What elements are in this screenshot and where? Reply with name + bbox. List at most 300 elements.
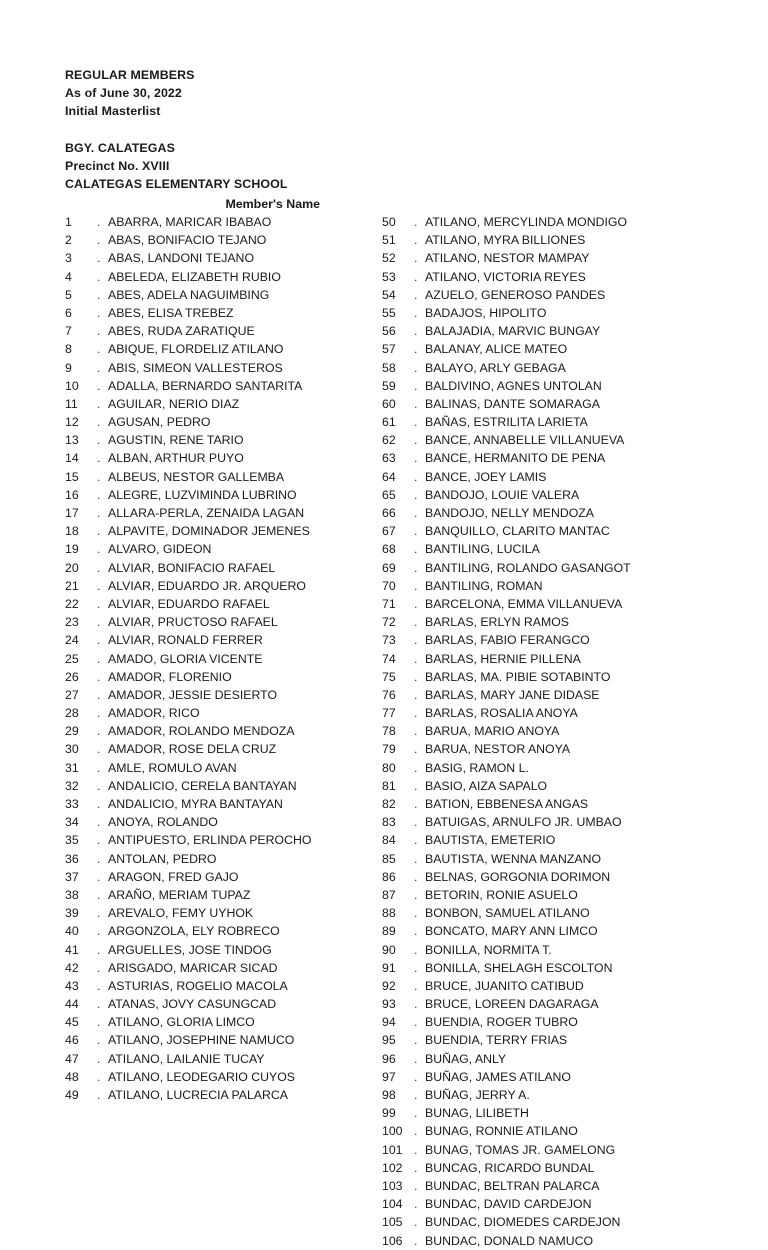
member-number: 67 — [382, 524, 396, 539]
member-number: 6 — [65, 305, 72, 320]
member-name: BUÑAG, ANLY — [425, 1051, 507, 1066]
member-number: 18 — [65, 524, 79, 539]
member-row — [65, 249, 385, 267]
member-number: 12 — [65, 415, 79, 430]
member-name: BUÑAG, JERRY A. — [425, 1088, 530, 1102]
member-row — [65, 522, 385, 540]
member-row — [382, 1232, 722, 1250]
member-separator-dot: . — [97, 342, 101, 357]
member-separator-dot: . — [97, 324, 101, 339]
member-separator-dot: . — [97, 924, 101, 939]
member-number: 95 — [382, 1033, 396, 1048]
member-row — [65, 941, 385, 959]
member-name: BALANAY, ALICE MATEO — [425, 342, 568, 357]
member-name: BALAJADIA, MARVIC BUNGAY — [425, 324, 601, 339]
member-separator-dot: . — [97, 1051, 101, 1066]
member-name: ALVIAR, BONIFACIO RAFAEL — [108, 560, 276, 575]
member-number: 50 — [382, 215, 396, 229]
member-name: ANTOLAN, PEDRO — [108, 851, 217, 866]
member-number: 10 — [65, 378, 79, 393]
member-row — [382, 559, 722, 577]
member-row — [65, 722, 385, 740]
member-separator-dot: . — [414, 960, 418, 975]
member-number: 84 — [382, 833, 396, 848]
member-row — [65, 668, 385, 686]
member-number: 20 — [65, 560, 79, 575]
member-number: 28 — [65, 706, 79, 721]
member-row — [382, 1195, 722, 1213]
member-row — [382, 1086, 722, 1104]
member-number: 94 — [382, 1015, 396, 1030]
member-name: BATION, EBBENESA ANGAS — [425, 797, 589, 811]
member-separator-dot: . — [97, 687, 101, 702]
member-separator-dot: . — [97, 869, 101, 884]
member-number: 37 — [65, 869, 79, 884]
member-separator-dot: . — [414, 851, 418, 866]
header-title-regular-members: REGULAR MEMBERS — [65, 68, 195, 82]
member-separator-dot: . — [97, 1015, 101, 1030]
member-row — [382, 886, 722, 904]
member-separator-dot: . — [97, 578, 101, 593]
member-number: 89 — [382, 924, 396, 939]
member-row — [65, 322, 385, 340]
header-school: CALATEGAS ELEMENTARY SCHOOL — [65, 177, 288, 192]
member-separator-dot: . — [97, 1069, 101, 1084]
member-separator-dot: . — [414, 215, 418, 229]
member-name: AGUSTIN, RENE TARIO — [108, 433, 244, 448]
member-separator-dot: . — [97, 742, 101, 757]
member-row — [65, 922, 385, 940]
member-number: 60 — [382, 396, 396, 411]
member-separator-dot: . — [414, 1178, 418, 1193]
member-separator-dot: . — [414, 942, 418, 957]
member-separator-dot: . — [414, 360, 418, 375]
member-number: 88 — [382, 906, 396, 921]
member-number: 97 — [382, 1069, 396, 1084]
member-row — [382, 249, 722, 267]
member-number: 9 — [65, 360, 72, 375]
member-name: BARLAS, ROSALIA ANOYA — [425, 706, 578, 721]
member-number: 83 — [382, 815, 396, 830]
member-name: BANCE, ANNABELLE VILLANUEVA — [425, 433, 625, 448]
member-separator-dot: . — [414, 415, 418, 430]
member-name: ALVARO, GIDEON — [108, 542, 212, 557]
member-row — [382, 213, 722, 231]
member-name: BONILLA, SHELAGH ESCOLTON — [425, 960, 613, 975]
member-name: BELNAS, GORGONIA DORIMON — [425, 869, 611, 884]
member-row — [382, 540, 722, 558]
header-initial-masterlist: Initial Masterlist — [65, 104, 161, 119]
members-name-column-header: Member's Name — [225, 197, 320, 211]
member-name: ABIS, SIMEON VALLESTEROS — [108, 360, 283, 375]
member-number: 91 — [382, 960, 396, 975]
member-name: BANTILING, ROLANDO GASANGOT — [425, 560, 631, 575]
member-name: ALBEUS, NESTOR GALLEMBA — [108, 469, 285, 484]
member-row — [65, 431, 385, 449]
member-row — [382, 613, 722, 631]
member-separator-dot: . — [414, 724, 418, 739]
member-number: 86 — [382, 869, 396, 884]
member-name: ANDALICIO, CERELA BANTAYAN — [108, 778, 297, 793]
member-row — [65, 795, 385, 813]
member-separator-dot: . — [97, 997, 101, 1012]
member-number: 92 — [382, 978, 396, 993]
member-number: 4 — [65, 269, 72, 284]
member-separator-dot: . — [414, 305, 418, 320]
member-name: ATILANO, JOSEPHINE NAMUCO — [108, 1033, 295, 1048]
member-name: ABAS, BONIFACIO TEJANO — [108, 233, 267, 248]
member-row — [65, 1013, 385, 1031]
member-number: 57 — [382, 342, 396, 357]
member-row — [382, 795, 722, 813]
member-row — [65, 868, 385, 886]
member-name: ATILANO, GLORIA LIMCO — [108, 1015, 255, 1030]
member-name: BADAJOS, HIPOLITO — [425, 305, 547, 320]
member-number: 14 — [65, 451, 79, 466]
member-separator-dot: . — [414, 1033, 418, 1048]
member-row — [382, 868, 722, 886]
member-row — [382, 995, 722, 1013]
member-separator-dot: . — [414, 1197, 418, 1212]
member-separator-dot: . — [414, 778, 418, 793]
member-row — [65, 449, 385, 467]
member-number: 33 — [65, 797, 79, 811]
member-separator-dot: . — [414, 251, 418, 266]
member-name: ALPAVITE, DOMINADOR JEMENES — [108, 524, 310, 539]
member-number: 23 — [65, 615, 79, 630]
member-row — [382, 1177, 722, 1195]
member-name: ALBAN, ARTHUR PUYO — [108, 451, 244, 466]
member-row — [382, 1031, 722, 1049]
member-row — [65, 650, 385, 668]
member-separator-dot: . — [414, 815, 418, 830]
member-row — [65, 886, 385, 904]
member-row — [65, 468, 385, 486]
member-row — [382, 759, 722, 777]
member-name: BARLAS, HERNIE PILLENA — [425, 651, 581, 666]
member-separator-dot: . — [97, 287, 101, 302]
member-row — [65, 777, 385, 795]
member-row — [382, 722, 722, 740]
member-number: 47 — [65, 1051, 79, 1066]
member-number: 26 — [65, 669, 79, 684]
member-separator-dot: . — [414, 378, 418, 393]
member-number: 53 — [382, 269, 396, 284]
member-number: 87 — [382, 887, 396, 902]
member-number: 73 — [382, 633, 396, 648]
member-number: 46 — [65, 1033, 79, 1048]
member-row — [382, 668, 722, 686]
member-row — [65, 995, 385, 1013]
member-number: 44 — [65, 997, 79, 1012]
member-number: 51 — [382, 233, 396, 248]
member-name: BARLAS, MA. PIBIE SOTABINTO — [425, 669, 611, 684]
member-row — [65, 686, 385, 704]
member-name: BUNDAC, DAVID CARDEJON — [425, 1197, 592, 1212]
member-name: AZUELO, GENEROSO PANDES — [425, 287, 606, 302]
member-number: 103 — [382, 1178, 403, 1193]
member-name: BARUA, NESTOR ANOYA — [425, 742, 571, 757]
member-name: BANTILING, LUCILA — [425, 542, 540, 557]
member-row — [65, 395, 385, 413]
member-row — [382, 340, 722, 358]
member-separator-dot: . — [97, 669, 101, 684]
member-name: ABAS, LANDONI TEJANO — [108, 251, 255, 266]
member-row — [382, 1104, 722, 1122]
member-separator-dot: . — [414, 542, 418, 557]
member-name: ALVIAR, EDUARDO RAFAEL — [108, 596, 270, 611]
member-separator-dot: . — [414, 887, 418, 902]
member-separator-dot: . — [97, 360, 101, 375]
member-separator-dot: . — [414, 560, 418, 575]
member-separator-dot: . — [97, 560, 101, 575]
member-separator-dot: . — [97, 415, 101, 430]
member-number: 15 — [65, 469, 79, 484]
member-name: BUNAG, RONNIE ATILANO — [425, 1124, 578, 1139]
document-header — [65, 66, 385, 193]
member-row — [382, 322, 722, 340]
member-name: BUNCAG, RICARDO BUNDAL — [425, 1160, 595, 1175]
member-name: ARAGON, FRED GAJO — [108, 869, 239, 884]
member-row — [382, 1050, 722, 1068]
member-number: 25 — [65, 651, 79, 666]
member-name: BONCATO, MARY ANN LIMCO — [425, 924, 598, 939]
member-separator-dot: . — [97, 797, 101, 811]
member-separator-dot: . — [414, 1069, 418, 1084]
member-number: 13 — [65, 433, 79, 448]
member-name: BARLAS, FABIO FERANGCO — [425, 633, 590, 648]
member-number: 74 — [382, 651, 396, 666]
member-row — [65, 486, 385, 504]
member-number: 52 — [382, 251, 396, 266]
member-name: ANTIPUESTO, ERLINDA PEROCHO — [108, 833, 312, 848]
member-row — [382, 1213, 722, 1231]
member-row — [65, 286, 385, 304]
member-row — [382, 468, 722, 486]
member-row — [382, 977, 722, 995]
member-separator-dot: . — [97, 778, 101, 793]
member-separator-dot: . — [414, 833, 418, 848]
member-number: 39 — [65, 906, 79, 921]
member-name: ALLARA-PERLA, ZENAIDA LAGAN — [108, 506, 305, 520]
member-name: AMADO, GLORIA VICENTE — [108, 651, 263, 666]
member-name: BALDIVINO, AGNES UNTOLAN — [425, 378, 602, 393]
header-as-of-date: As of June 30, 2022 — [65, 86, 182, 101]
member-row — [382, 959, 722, 977]
member-name: BANQUILLO, CLARITO MANTAC — [425, 524, 610, 539]
member-number: 64 — [382, 469, 396, 484]
member-separator-dot: . — [97, 269, 101, 284]
member-name: ARISGADO, MARICAR SICAD — [108, 960, 278, 975]
member-name: BASIG, RAMON L. — [425, 760, 529, 775]
member-name: ATILANO, MYRA BILLIONES — [425, 233, 586, 248]
member-number: 96 — [382, 1051, 396, 1066]
member-separator-dot: . — [414, 1124, 418, 1139]
member-number: 34 — [65, 815, 79, 830]
member-row — [382, 904, 722, 922]
member-number: 17 — [65, 506, 79, 520]
member-separator-dot: . — [414, 651, 418, 666]
member-number: 11 — [65, 396, 78, 411]
member-separator-dot: . — [414, 978, 418, 993]
member-name: ATILANO, LAILANIE TUCAY — [108, 1051, 265, 1066]
member-separator-dot: . — [414, 1088, 418, 1102]
member-row — [382, 922, 722, 940]
member-list-right-column — [382, 213, 722, 1250]
member-row — [65, 304, 385, 322]
member-separator-dot: . — [414, 1160, 418, 1175]
member-row — [382, 268, 722, 286]
member-name: ANDALICIO, MYRA BANTAYAN — [108, 797, 283, 811]
member-row — [382, 740, 722, 758]
member-number: 55 — [382, 305, 396, 320]
member-number: 78 — [382, 724, 396, 739]
member-row — [65, 504, 385, 522]
member-number: 16 — [65, 487, 79, 502]
member-separator-dot: . — [414, 433, 418, 448]
member-name: ABARRA, MARICAR IBABAO — [108, 215, 272, 229]
member-separator-dot: . — [414, 687, 418, 702]
member-row — [65, 413, 385, 431]
member-row — [382, 1122, 722, 1140]
member-number: 1 — [65, 215, 72, 229]
member-separator-dot: . — [97, 596, 101, 611]
member-name: BANTILING, ROMAN — [425, 578, 543, 593]
member-number: 30 — [65, 742, 79, 757]
member-separator-dot: . — [414, 269, 418, 284]
member-row — [65, 1050, 385, 1068]
member-name: AMADOR, FLORENIO — [108, 669, 232, 684]
member-number: 3 — [65, 251, 72, 266]
member-row — [382, 704, 722, 722]
member-name: BALAYO, ARLY GEBAGA — [425, 360, 566, 375]
member-number: 22 — [65, 596, 79, 611]
member-name: AGUSAN, PEDRO — [108, 415, 211, 430]
member-separator-dot: . — [97, 524, 101, 539]
member-number: 68 — [382, 542, 396, 557]
member-number: 104 — [382, 1197, 403, 1212]
member-row — [65, 904, 385, 922]
member-row — [382, 650, 722, 668]
member-separator-dot: . — [97, 215, 101, 229]
member-separator-dot: . — [414, 742, 418, 757]
member-row — [65, 977, 385, 995]
member-name: ABIQUE, FLORDELIZ ATILANO — [108, 342, 284, 357]
member-row — [382, 595, 722, 613]
member-row — [382, 777, 722, 795]
member-name: ATILANO, MERCYLINDA MONDIGO — [425, 215, 628, 229]
member-row — [65, 540, 385, 558]
member-row — [382, 377, 722, 395]
member-name: ASTURIAS, ROGELIO MACOLA — [108, 978, 288, 993]
member-name: BANDOJO, LOUIE VALERA — [425, 487, 580, 502]
member-number: 62 — [382, 433, 396, 448]
member-row — [65, 231, 385, 249]
member-name: BUNDAC, DONALD NAMUCO — [425, 1233, 594, 1248]
member-name: ALVIAR, PRUCTOSO RAFAEL — [108, 615, 278, 630]
member-number: 41 — [65, 942, 79, 957]
member-separator-dot: . — [414, 324, 418, 339]
member-row — [382, 1068, 722, 1086]
member-name: ARGUELLES, JOSE TINDOG — [108, 942, 272, 957]
member-row — [382, 631, 722, 649]
member-name: BARUA, MARIO ANOYA — [425, 724, 560, 739]
member-separator-dot: . — [414, 1015, 418, 1030]
member-number: 77 — [382, 706, 396, 721]
member-number: 81 — [382, 778, 396, 793]
member-separator-dot: . — [97, 960, 101, 975]
member-list-left-column — [65, 213, 385, 1104]
member-name: ATANAS, JOVY CASUNGCAD — [108, 997, 277, 1012]
member-number: 101 — [382, 1142, 403, 1157]
member-row — [382, 449, 722, 467]
member-separator-dot: . — [414, 596, 418, 611]
member-name: BAUTISTA, EMETERIO — [425, 833, 556, 848]
member-separator-dot: . — [97, 851, 101, 866]
member-number: 90 — [382, 942, 396, 957]
member-separator-dot: . — [97, 542, 101, 557]
member-separator-dot: . — [414, 924, 418, 939]
member-number: 61 — [382, 415, 396, 430]
member-number: 75 — [382, 669, 396, 684]
member-separator-dot: . — [97, 506, 101, 520]
member-separator-dot: . — [414, 506, 418, 520]
member-row — [65, 613, 385, 631]
member-separator-dot: . — [97, 487, 101, 502]
member-number: 36 — [65, 851, 79, 866]
member-separator-dot: . — [97, 1088, 101, 1102]
member-number: 49 — [65, 1088, 79, 1102]
member-name: BARCELONA, EMMA VILLANUEVA — [425, 596, 623, 611]
member-name: BRUCE, LOREEN DAGARAGA — [425, 997, 599, 1012]
member-number: 7 — [65, 324, 72, 339]
member-number: 65 — [382, 487, 396, 502]
member-number: 19 — [65, 542, 79, 557]
member-number: 54 — [382, 287, 396, 302]
member-separator-dot: . — [414, 342, 418, 357]
member-name: AREVALO, FEMY UYHOK — [108, 906, 254, 921]
member-separator-dot: . — [414, 1233, 418, 1248]
member-name: AMADOR, JESSIE DESIERTO — [108, 687, 278, 702]
member-number: 76 — [382, 687, 396, 702]
member-number: 72 — [382, 615, 396, 630]
member-name: BUENDIA, ROGER TUBRO — [425, 1015, 578, 1030]
member-number: 21 — [65, 578, 79, 593]
member-name: BUENDIA, TERRY FRIAS — [425, 1033, 568, 1048]
member-row — [65, 377, 385, 395]
member-separator-dot: . — [97, 251, 101, 266]
member-row — [65, 831, 385, 849]
member-separator-dot: . — [97, 978, 101, 993]
member-name: BUNDAC, DIOMEDES CARDEJON — [425, 1215, 621, 1230]
member-row — [382, 941, 722, 959]
member-separator-dot: . — [414, 797, 418, 811]
member-separator-dot: . — [97, 906, 101, 921]
member-name: ADALLA, BERNARDO SANTARITA — [108, 378, 303, 393]
member-number: 93 — [382, 997, 396, 1012]
member-name: ATILANO, NESTOR MAMPAY — [425, 251, 590, 266]
member-separator-dot: . — [414, 287, 418, 302]
member-name: BANCE, JOEY LAMIS — [425, 469, 547, 484]
member-row — [382, 359, 722, 377]
member-name: ATILANO, VICTORIA REYES — [425, 269, 586, 284]
member-number: 32 — [65, 778, 79, 793]
member-name: AMADOR, ROSE DELA CRUZ — [108, 742, 277, 757]
member-number: 71 — [382, 596, 396, 611]
member-separator-dot: . — [414, 578, 418, 593]
member-row — [65, 1068, 385, 1086]
member-row — [382, 231, 722, 249]
